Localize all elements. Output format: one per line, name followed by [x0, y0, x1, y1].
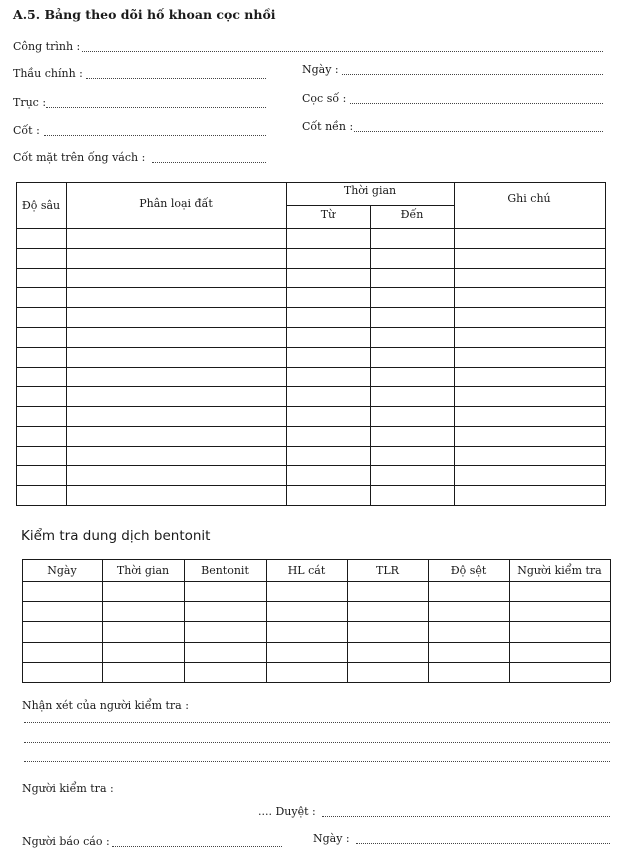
- label-nhan-xet: Nhận xét của người kiểm tra :: [22, 699, 189, 712]
- comment-line-1[interactable]: [24, 722, 610, 723]
- bentonite-header-nguoi-kiem-tra: Người kiểm tra: [517, 564, 602, 577]
- header-ghi-chu: Ghi chú: [507, 192, 551, 205]
- bentonite-header-thoi-gian: Thời gian: [116, 564, 170, 577]
- bentonite-header-do-set: Độ sệt: [450, 564, 487, 577]
- label-truc: Trục :: [13, 96, 47, 109]
- field-footer-ngay[interactable]: [356, 843, 610, 844]
- header-tu: Từ: [320, 208, 336, 221]
- table-row[interactable]: [22, 642, 610, 662]
- bentonite-header-bentonit: Bentonit: [201, 564, 249, 577]
- table-row[interactable]: [22, 662, 610, 682]
- table-row[interactable]: [22, 621, 610, 641]
- comment-line-2[interactable]: [24, 742, 610, 743]
- header-phan-loai-dat: Phân loại đất: [139, 197, 213, 210]
- table-row[interactable]: [22, 601, 610, 621]
- label-nguoi-bao-cao: Người báo cáo :: [22, 835, 110, 848]
- header-do-sau: Độ sâu: [21, 199, 61, 212]
- table-row[interactable]: [22, 581, 610, 601]
- bentonite-header-tlr: TLR: [376, 564, 399, 577]
- label-nguoi-kiem-tra: Người kiểm tra :: [22, 782, 114, 795]
- comment-line-3[interactable]: [24, 761, 610, 762]
- label-duyet: .... Duyệt :: [258, 805, 316, 818]
- label-cot: Cốt :: [13, 124, 40, 137]
- col-line: [610, 559, 611, 682]
- header-thoi-gian: Thời gian: [343, 184, 397, 197]
- bentonite-header-hl-cat: HL cát: [287, 564, 326, 577]
- label-ngay: Ngày :: [302, 63, 339, 76]
- label-footer-ngay: Ngày :: [313, 832, 350, 845]
- form-title: A.5. Bảng theo dõi hố khoan cọc nhồi: [13, 7, 276, 22]
- label-cot-mat-tren-ong-vach: Cốt mặt trên ống vách :: [13, 151, 146, 164]
- label-thau-chinh: Thầu chính :: [13, 67, 83, 80]
- bentonite-border-top: [22, 559, 610, 560]
- bentonite-border-bottom: [22, 682, 610, 683]
- label-cot-nen: Cốt nền :: [302, 120, 354, 133]
- label-coc-so: Cọc số :: [302, 92, 347, 105]
- label-cong-trinh: Công trình :: [13, 40, 81, 53]
- header-den: Đến: [400, 208, 424, 221]
- field-duyet[interactable]: [322, 816, 610, 817]
- field-nguoi-bao-cao[interactable]: [112, 846, 282, 847]
- bentonite-header-ngay: Ngày: [47, 564, 77, 577]
- bentonite-section-title: Kiểm tra dung dịch bentonit: [21, 528, 211, 544]
